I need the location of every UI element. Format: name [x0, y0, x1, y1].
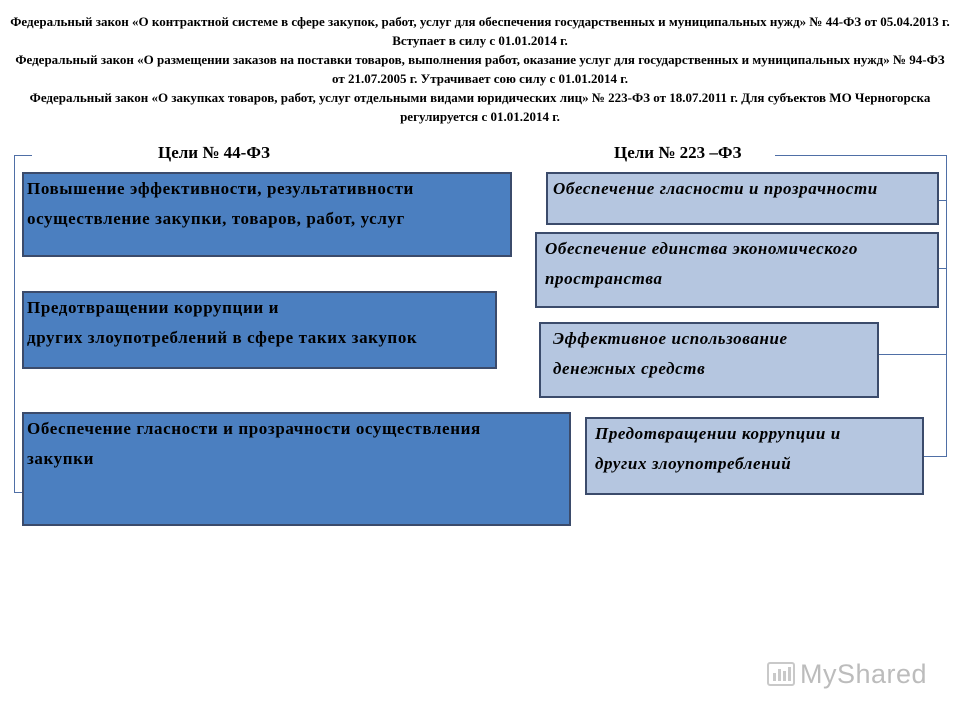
left-connector-vertical	[14, 155, 15, 493]
goal-44-transparency	[22, 412, 571, 526]
goal-223-efficient-spending-line-1: Эффективное использование	[553, 329, 788, 348]
right-connector-tick-3	[878, 354, 947, 355]
left-connector-top	[14, 155, 32, 156]
goal-223-transparency-line-1: Обеспечение гласности и прозрачности	[553, 179, 878, 198]
right-column-title: Цели № 223 –ФЗ	[614, 143, 742, 162]
right-connector-tick-4	[923, 456, 947, 457]
goal-44-efficiency-line-1: Повышение эффективности, результативности	[27, 179, 414, 198]
header-law-94: Федеральный закон «О размещении заказов на поставки товаров, выполнения работ, оказание услуг для государственных и муниципальных нужд» № 94-ФЗ от 21.07.2005 г. Утрачивает сою силу с 01.01.2014 г.	[15, 52, 945, 86]
goal-44-efficiency-line-2: осуществление закупки, товаров, работ, услуг	[27, 209, 405, 228]
goal-44-efficiency	[22, 172, 512, 257]
goal-44-anticorruption	[22, 291, 497, 369]
goal-44-transparency-line-1: Обеспечение гласности и прозрачности осуществления	[27, 419, 481, 438]
header-law-223: Федеральный закон «О закупках товаров, работ, услуг отдельными видами юридических лиц» № 223-ФЗ от 18.07.2011 г. Для субъектов МО Черногорска регулируется с 01.01.2014 г.	[29, 90, 931, 124]
right-connector-tick-2	[938, 268, 947, 269]
right-connector-top	[775, 155, 947, 156]
right-connector-tick-1	[938, 200, 947, 201]
goal-223-efficient-spending	[539, 322, 879, 398]
myshared-logo-icon	[766, 659, 796, 689]
goal-223-economic-unity-line-1: Обеспечение единства экономического	[545, 239, 858, 258]
goal-223-anticorruption-line-1: Предотвращении коррупции и	[595, 424, 841, 443]
goal-223-anticorruption-line-2: других злоупотреблений	[595, 454, 792, 473]
goal-223-efficient-spending-line-2: денежных средств	[553, 359, 706, 378]
myshared-logo-text: MyShared	[800, 658, 928, 689]
goal-223-anticorruption	[585, 417, 924, 495]
myshared-watermark	[766, 656, 927, 692]
goal-44-anticorruption-line-2: других злоупотреблений в сфере таких закупок	[27, 328, 418, 347]
header-law-44: Федеральный закон «О контрактной системе в сфере закупок, работ, услуг для обеспечения государственных и муниципальных нужд» № 44-ФЗ от 05.04.2013 г. Вступает в силу с 01.01.2014 г.	[10, 14, 950, 48]
goal-44-anticorruption-line-1: Предотвращении коррупции и	[27, 298, 279, 317]
goal-223-economic-unity	[535, 232, 939, 308]
header-text-block	[8, 12, 952, 126]
goal-223-transparency	[546, 172, 939, 225]
goal-223-economic-unity-line-2: пространства	[545, 269, 663, 288]
goal-44-transparency-line-2: закупки	[27, 449, 94, 468]
left-column-title: Цели № 44-ФЗ	[158, 143, 270, 162]
